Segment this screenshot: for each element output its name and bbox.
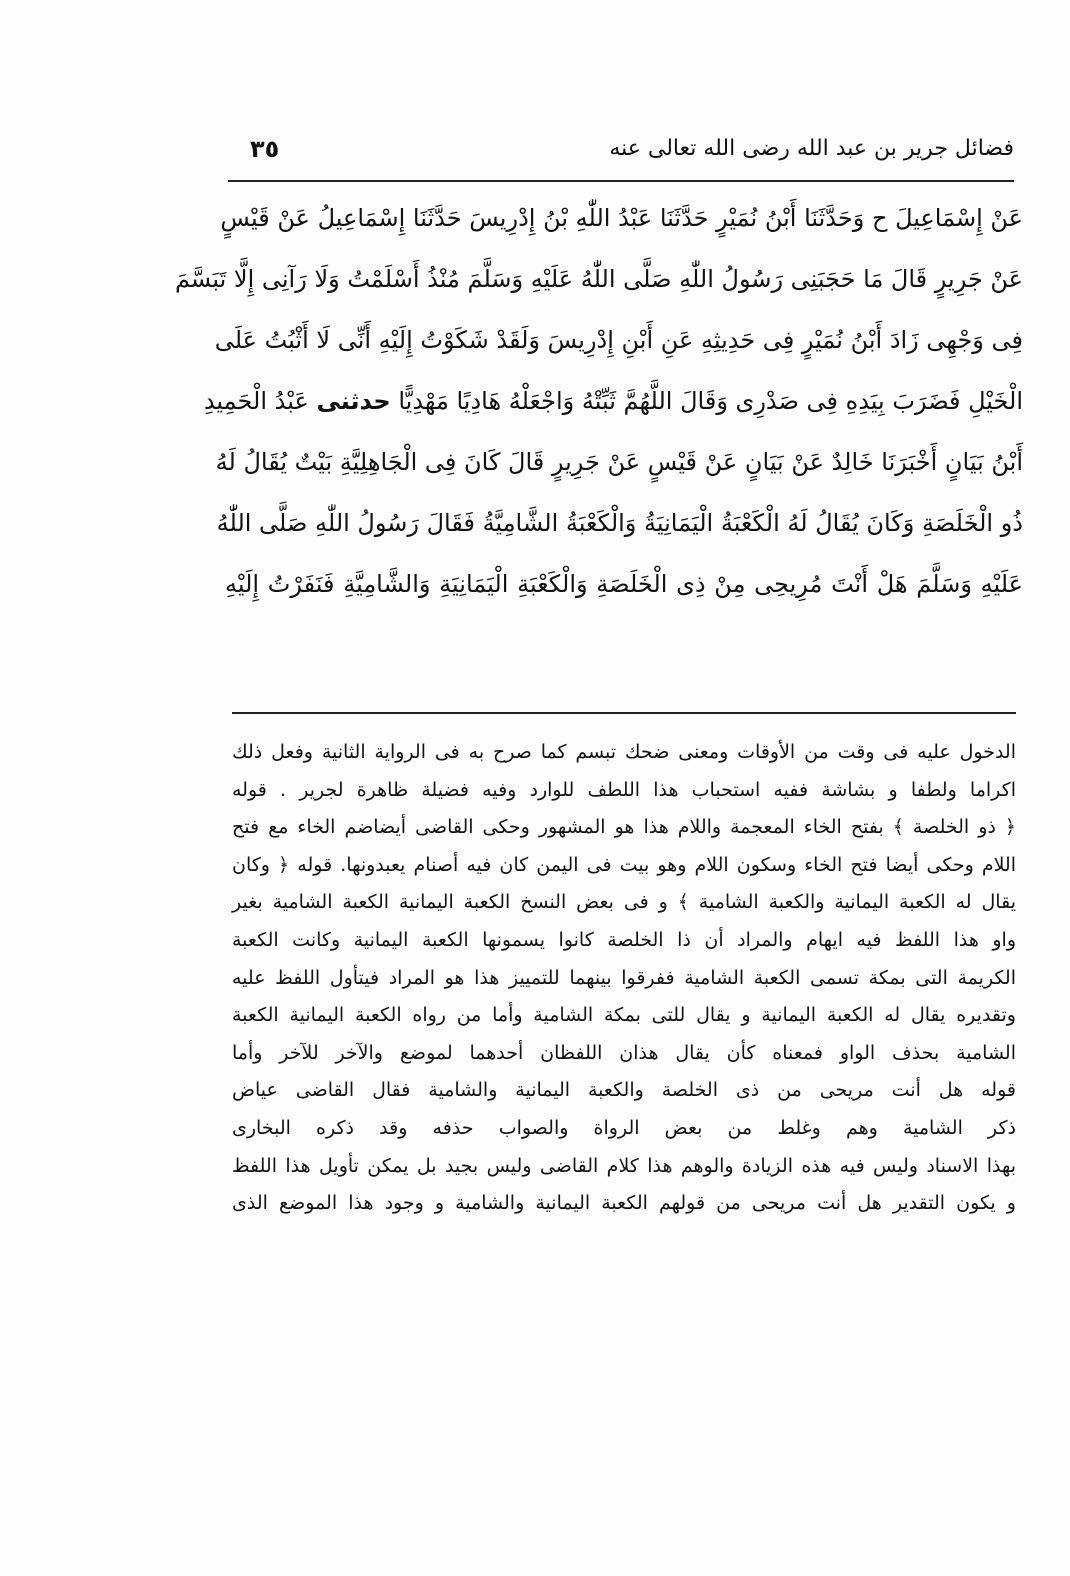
page-header bbox=[228, 128, 1014, 172]
commentary-line: الدخول عليه فى وقت من الأوقات ومعنى ضحك تبسم كما صرح به فى الرواية الثانية وفعل ذلك bbox=[232, 741, 1016, 763]
hadith-line: ذُو الْخَلَصَةِ وَكَانَ يُقَالُ لَهُ الْكَعْبَةُ الْيَمَانِيَةُ وَالْكَعْبَةُ الشَّامِيَّةُ فَقَالَ رَسُولُ اللّٰهِ صَلَّى اللّٰهُ bbox=[216, 509, 1023, 537]
commentary-line: قوله هل أنت مريحى من ذى الخلصة والكعبة اليمانية والشامية فقال القاضى عياض bbox=[232, 1079, 1016, 1102]
hadith-line: فِى وَجْهِى زَادَ أَبْنُ نُمَيْرٍ فِى حَدِيثِهِ عَنِ أَبْنِ إِدْرِيسَ وَلَقَدْ شَكَوْتُ إِلَيْهِ أَنِّى لَا أَثْبُتُ عَلَى bbox=[214, 326, 1023, 354]
commentary-line: بهذا الاسناد وليس فيه هذه الزيادة والوهم هذا كلام القاضى وليس بجيد بل يمكن تأويل هذا اللفظ bbox=[232, 1154, 1016, 1177]
hadith-line-text: الْخَيْلِ فَضَرَبَ بِيَدِهِ فِى صَدْرِى وَقَالَ اللَّهُمَّ ثَبِّتْهُ وَاجْعَلْهُ هَادِيًا مَهْدِيًّا bbox=[398, 387, 1023, 415]
hadith-line: أَبْنُ بَيَانٍ أَخْبَرَنَا خَالِدٌ عَنْ بَيَانٍ عَنْ قَيْسٍ عَنْ جَرِيرٍ قَالَ كَانَ فِى الْجَاهِلِيَّةِ بَيْتٌ يُقَالُ لَهُ bbox=[215, 448, 1023, 476]
commentary-line: وتقديره يقال له الكعبة اليمانية و يقال للتى بمكة الشامية وأما من رواه الكعبة اليمانية الكعبة bbox=[232, 1004, 1016, 1027]
commentary-text bbox=[232, 734, 1016, 1223]
narrator-name: عَبْدُ الْحَمِيدِ bbox=[203, 387, 309, 415]
commentary-line: اكراما ولطفا و بشاشة ففيه استحباب هذا اللطف للوارد وفيه فضيلة ظاهرة لجرير . قوله bbox=[232, 778, 1016, 801]
narration-keyword: حدثنى bbox=[316, 387, 391, 415]
commentary-line: الشامية بحذف الواو فمعناه كأن يقال هذان اللفظان أحدهما لموضع والآخر للآخر وأما bbox=[232, 1041, 1016, 1064]
commentary-line: اللام وحكى أيضا فتح الخاء وسكون اللام وهو بيت فى اليمن كان فيه أصنام يعبدونها. قوله ﴿ وكان bbox=[232, 853, 1016, 876]
hadith-line bbox=[203, 371, 1023, 432]
commentary-rule bbox=[232, 712, 1016, 714]
hadith-text bbox=[174, 188, 1023, 615]
commentary-line: واو هذا اللفظ فيه ايهام والمراد أن ذا الخلصة كانوا يسمونها الكعبة اليمانية وكانت الكعبة bbox=[232, 928, 1016, 951]
commentary-line: الكريمة التى بمكة تسمى الكعبة الشامية ففرقوا بينهما للتمييز هذا هو المراد فيتأول اللفظ عليه bbox=[232, 966, 1016, 989]
header-rule bbox=[228, 180, 1014, 182]
commentary-line: ﴿ ذو الخلصة ﴾ بفتح الخاء المعجمة واللام هذا هو المشهور وحكى القاضى أيضاضم الخاء مع فتح bbox=[232, 816, 1016, 839]
commentary-line: يقال له الكعبة اليمانية والكعبة الشامية ﴾ و فى بعض النسخ الكعبة اليمانية الكعبة الشامية بغير bbox=[232, 891, 1016, 914]
hadith-line: عَنْ جَرِيرٍ قَالَ مَا حَجَبَنِى رَسُولُ اللّٰهِ صَلَّى اللّٰهُ عَلَيْهِ وَسَلَّمَ مُنْذُ أَسْلَمْتُ وَلَا رَآنِى إِلَّا تَبَسَّمَ bbox=[174, 265, 1023, 293]
page-number: ٣٥ bbox=[250, 135, 280, 163]
hadith-line: عَنْ إِسْمَاعِيلَ ح وَحَدَّثَنَا أَبْنُ نُمَيْرٍ حَدَّثَنَا عَبْدُ اللّٰهِ بْنُ إِدْرِيسَ حَدَّثَنَا إِسْمَاعِيلُ عَنْ قَيْسٍ bbox=[220, 204, 1023, 232]
running-title: فضائل جرير بن عبد الله رضى الله تعالى عنه bbox=[609, 136, 1014, 161]
commentary-line: ذكر الشامية وهم وغلط من بعض الرواة والصواب حذفه وقد ذكره البخارى bbox=[232, 1116, 1016, 1139]
commentary-line: و يكون التقدير هل أنت مريحى من قولهم الكعبة اليمانية والشامية و وجود هذا الموضع الذى bbox=[232, 1192, 1016, 1215]
hadith-line: عَلَيْهِ وَسَلَّمَ هَلْ أَنْتَ مُرِيحِى مِنْ ذِى الْخَلَصَةِ وَالْكَعْبَةِ الْيَمَانِيَةِ وَالشَّامِيَّةِ فَنَفَرْتُ إِلَيْهِ bbox=[225, 570, 1023, 598]
